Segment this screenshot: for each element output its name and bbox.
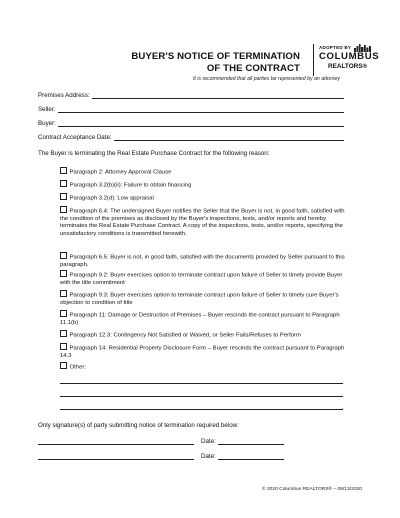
checkbox[interactable] <box>60 310 67 317</box>
acceptance-date-label: Contract Acceptance Date: <box>38 134 112 141</box>
buyer-label: Buyer: <box>38 120 56 127</box>
form-title-line1: BUYER'S NOTICE OF TERMINATION <box>131 51 300 62</box>
date-line[interactable] <box>218 438 284 445</box>
signature-line[interactable] <box>38 438 194 445</box>
form-title-line2: OF THE CONTRACT <box>206 63 300 74</box>
buyer-field[interactable] <box>38 120 344 127</box>
copyright-footer: © 2020 Columbus REALTORS® – 08/13/2020 <box>261 487 362 492</box>
logo-city: COLUMBUS <box>319 51 380 62</box>
checkbox[interactable] <box>60 270 67 277</box>
signature-row-2[interactable] <box>38 453 284 460</box>
checkbox[interactable] <box>60 167 67 174</box>
option-paragraph-11[interactable]: Paragraph 11: Damage or Destruction of Premises – Buyer rescinds the contract pursuant to Paragraph 11.1(b) <box>60 310 350 327</box>
checkbox[interactable] <box>60 362 67 369</box>
option-paragraph-9-3[interactable]: Paragraph 9.3: Buyer exercises option to terminate contract upon failure of Seller to timely cure Buyer's objection to condition of title <box>60 290 350 307</box>
other-line-3[interactable] <box>60 409 343 410</box>
checkbox[interactable] <box>60 330 67 337</box>
date-line[interactable] <box>218 453 284 460</box>
seller-line[interactable] <box>58 106 344 113</box>
premises-label: Premises Address: <box>38 92 90 99</box>
checkbox[interactable] <box>60 343 67 350</box>
other-line-1[interactable] <box>60 383 343 384</box>
reason-intro: The Buyer is terminating the Real Estate Purchase Contract for the following reason: <box>38 150 270 157</box>
buyer-line[interactable] <box>58 120 344 127</box>
logo-realtors: REALTORS® <box>328 63 368 70</box>
option-paragraph-6-4[interactable]: Paragraph 6.4: The undersigned Buyer notifies the Seller that the Buyer is not, in good faith, satisfied with the condition of the premises as disclosed by the Buyer's inspections, tests, and/or reports and hereby terminates the Real Estate Purchase Contract. A copy of the inspections, tests, and/or reports, specifying the unsatisfactory conditions is transmitted herewith. <box>60 206 350 239</box>
option-paragraph-3-2-d[interactable]: Paragraph 3.2(d): Low appraisal <box>60 193 350 203</box>
option-other[interactable]: Other: <box>60 362 350 372</box>
acceptance-date-line[interactable] <box>114 134 344 141</box>
other-line-period: . <box>342 404 344 411</box>
date-label: Date: <box>201 438 216 445</box>
columbus-realtors-logo <box>313 44 380 76</box>
option-paragraph-14[interactable]: Paragraph 14: Residential Property Disclosure Form – Buyer rescinds the contract pursuant to Paragraph 14.3 <box>60 343 350 360</box>
logo-adopted-by: ADOPTED BY <box>319 45 352 50</box>
premises-line[interactable] <box>92 92 344 99</box>
option-paragraph-12-3[interactable]: Paragraph 12.3: Contingency Not Satisfied or Waived, or Seller Fails/Refuses to Perform <box>60 330 350 340</box>
seller-field[interactable] <box>38 106 344 113</box>
date-label: Date: <box>201 453 216 460</box>
option-paragraph-9-2[interactable]: Paragraph 9.2: Buyer exercises option to terminate contract upon failure of Seller to timely provide Buyer with the title commitment <box>60 270 350 287</box>
premises-field[interactable] <box>38 92 344 99</box>
checkbox[interactable] <box>60 290 67 297</box>
checkbox[interactable] <box>60 252 67 259</box>
option-paragraph-3-2-b[interactable]: Paragraph 3.2(b)(ii): Failure to obtain financing <box>60 180 350 190</box>
signature-line[interactable] <box>38 453 194 460</box>
signature-note: Only signature(s) of party submitting notice of termination required below: <box>38 422 239 429</box>
other-line-2[interactable] <box>60 396 343 397</box>
checkbox[interactable] <box>60 206 67 213</box>
checkbox[interactable] <box>60 193 67 200</box>
acceptance-date-field[interactable] <box>38 134 344 141</box>
signature-row-1[interactable] <box>38 438 284 445</box>
option-paragraph-2[interactable]: Paragraph 2: Attorney Approval Clause <box>60 167 350 177</box>
attorney-note: It is recommended that all parties be represented by an attorney <box>192 76 340 82</box>
option-paragraph-6-5[interactable]: Paragraph 6.5: Buyer is not, in good faith, satisfied with the documents provided by Seller pursuant to this paragraph. <box>60 252 350 269</box>
checkbox[interactable] <box>60 180 67 187</box>
form-title <box>131 51 300 75</box>
seller-label: Seller: <box>38 106 56 113</box>
